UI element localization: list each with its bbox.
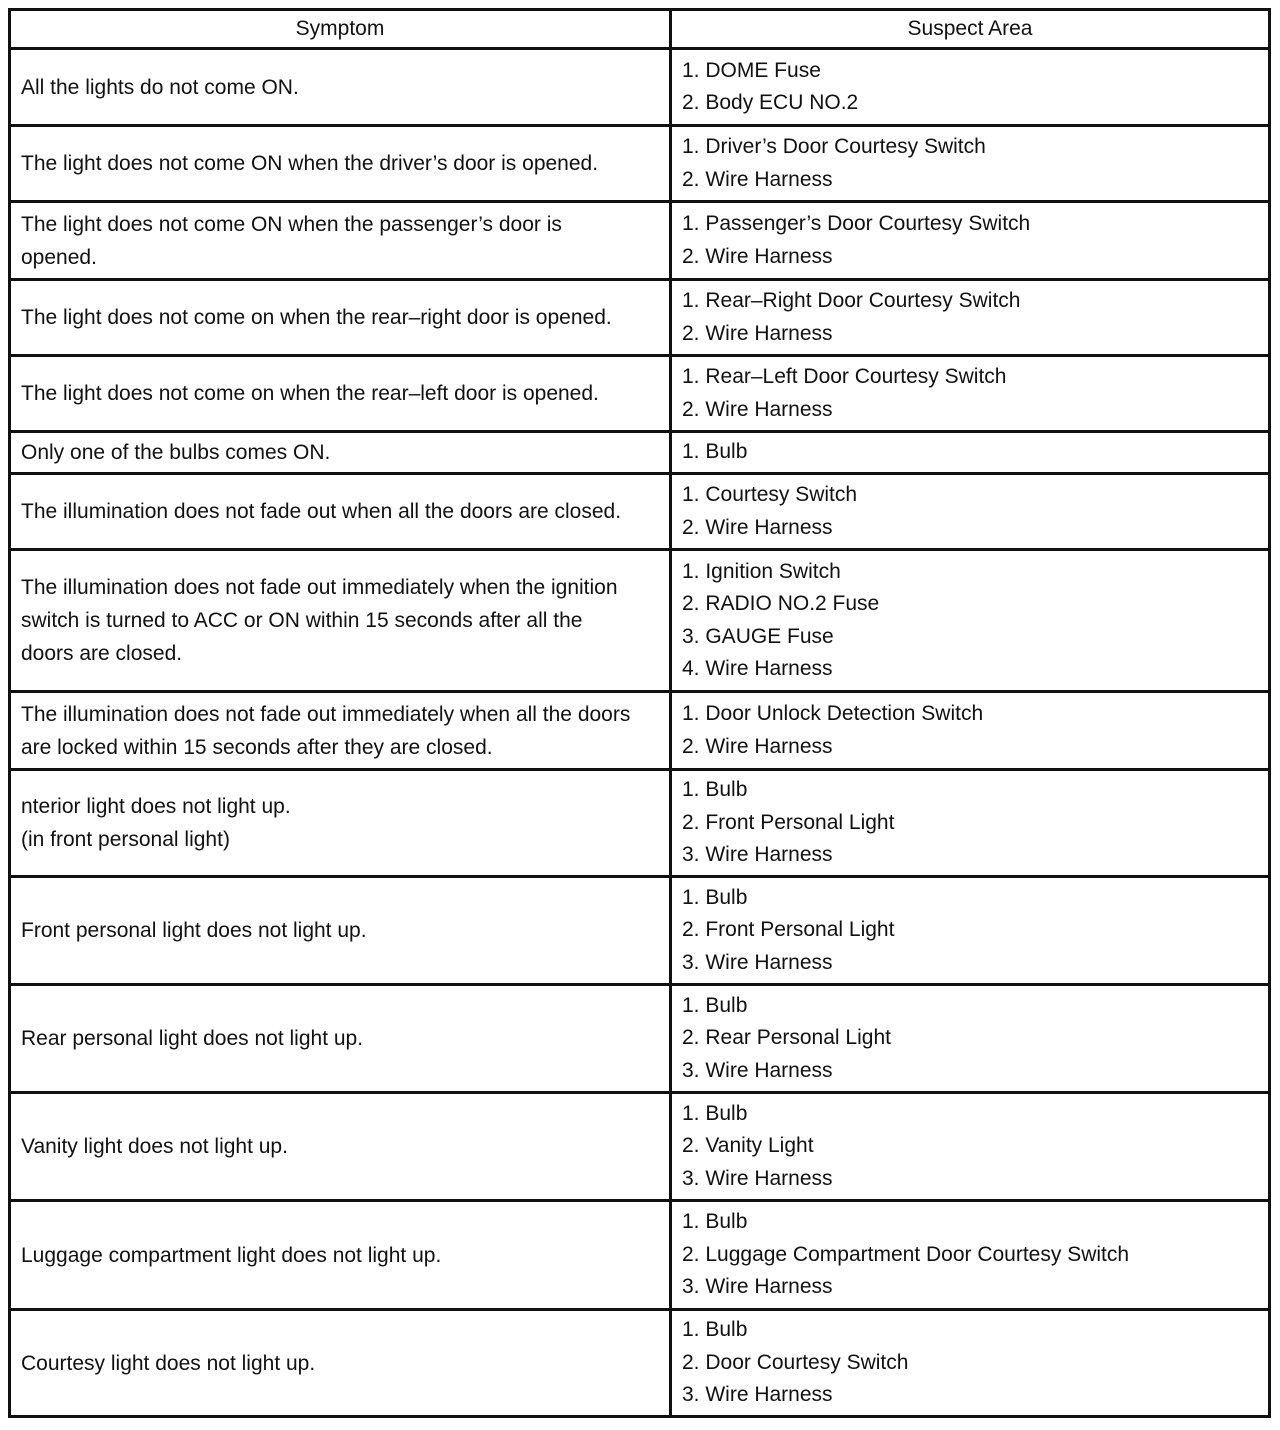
suspect-area-item: 3. Wire Harness — [682, 950, 833, 974]
suspect-area-item: 2. Wire Harness — [682, 167, 833, 191]
suspect-area-item: 1. Door Unlock Detection Switch — [682, 702, 984, 725]
suspect-area-item: 2. Body ECU NO.2 — [682, 91, 859, 114]
troubleshooting-table — [8, 8, 1271, 1418]
suspect-area-item: 1. Bulb — [682, 1210, 748, 1234]
header-suspect-area: Suspect Area — [671, 10, 1270, 49]
symptom-cell — [10, 126, 671, 202]
symptom-cell — [10, 356, 671, 432]
table-row — [10, 550, 1270, 692]
table-row — [10, 1310, 1270, 1417]
table-row — [10, 280, 1270, 356]
document-page — [8, 8, 1268, 1418]
suspect-area-cell — [671, 1093, 1270, 1201]
suspect-area-item: 1. Ignition Switch — [682, 559, 841, 583]
symptom-cell — [10, 550, 671, 692]
table-row — [10, 985, 1270, 1093]
header-row — [10, 10, 1270, 49]
table-row — [10, 877, 1270, 985]
symptom-text: nterior light does not light up. — [21, 795, 291, 818]
suspect-area-cell — [671, 550, 1270, 692]
suspect-area-item: 1. Passenger’s Door Courtesy Switch — [682, 212, 1031, 235]
suspect-area-cell — [671, 126, 1270, 202]
symptom-text: Front personal light does not light up. — [21, 919, 367, 942]
suspect-area-item: 4. Wire Harness — [682, 657, 833, 680]
symptom-text: (in front personal light) — [21, 828, 230, 851]
symptom-cell — [10, 1201, 671, 1310]
suspect-area-cell — [671, 1201, 1270, 1310]
suspect-area-item: 2. Wire Harness — [682, 244, 833, 268]
suspect-area-cell — [671, 432, 1270, 474]
suspect-area-item: 2. Wire Harness — [682, 734, 833, 758]
symptom-text: Only one of the bulbs comes ON. — [21, 441, 331, 464]
suspect-area-cell — [671, 692, 1270, 770]
symptom-cell — [10, 877, 671, 985]
table-row — [10, 356, 1270, 432]
suspect-area-cell — [671, 1310, 1270, 1417]
symptom-text: The illumination does not fade out immediately when all the doors — [21, 702, 631, 726]
table-row — [10, 49, 1270, 126]
table-body — [10, 49, 1270, 1417]
table-row — [10, 692, 1270, 770]
table-row — [10, 202, 1270, 280]
symptom-text: Luggage compartment light does not light up. — [21, 1243, 442, 1267]
suspect-area-item: 1. Courtesy Switch — [682, 483, 858, 506]
symptom-text: are locked within 15 seconds after they are closed. — [21, 735, 493, 759]
suspect-area-cell — [671, 985, 1270, 1093]
table-row — [10, 1201, 1270, 1310]
suspect-area-cell — [671, 877, 1270, 985]
suspect-area-item: 2. Door Courtesy Switch — [682, 1350, 909, 1374]
symptom-cell — [10, 202, 671, 280]
symptom-cell — [10, 985, 671, 1093]
suspect-area-item: 1. Bulb — [682, 993, 748, 1017]
symptom-cell — [10, 692, 671, 770]
suspect-area-item: 2. Vanity Light — [682, 1134, 814, 1158]
symptom-cell — [10, 770, 671, 877]
suspect-area-item: 1. Rear–Right Door Courtesy Switch — [682, 289, 1021, 312]
suspect-area-item: 1. Bulb — [682, 1318, 748, 1342]
suspect-area-item: 3. Wire Harness — [682, 1058, 833, 1082]
suspect-area-item: 2. Wire Harness — [682, 397, 833, 421]
symptom-cell — [10, 280, 671, 356]
suspect-area-item: 2. Front Personal Light — [682, 810, 895, 834]
suspect-area-item: 3. Wire Harness — [682, 1275, 833, 1299]
suspect-area-item: 2. Wire Harness — [682, 321, 833, 345]
table-row — [10, 432, 1270, 474]
symptom-text: Rear personal light does not light up. — [21, 1027, 364, 1050]
suspect-area-cell — [671, 356, 1270, 432]
suspect-area-item: 1. Bulb — [682, 885, 748, 909]
symptom-cell — [10, 474, 671, 550]
suspect-area-cell — [671, 280, 1270, 356]
suspect-area-cell — [671, 49, 1270, 126]
suspect-area-item: 1. Bulb — [682, 1101, 748, 1125]
symptom-text: switch is turned to ACC or ON within 15 seconds after all the — [21, 609, 583, 632]
suspect-area-item: 3. Wire Harness — [682, 1383, 833, 1407]
suspect-area-cell — [671, 770, 1270, 877]
suspect-area-item: 1. Bulb — [682, 778, 748, 802]
suspect-area-item: 3. Wire Harness — [682, 843, 833, 867]
suspect-area-item: 2. Wire Harness — [682, 515, 833, 539]
symptom-cell — [10, 1310, 671, 1417]
symptom-cell — [10, 432, 671, 474]
suspect-area-cell — [671, 202, 1270, 280]
suspect-area-cell — [671, 474, 1270, 550]
suspect-area-item: 3. Wire Harness — [682, 1166, 833, 1190]
symptom-text: The illumination does not fade out immediately when the ignition — [21, 576, 618, 599]
symptom-text: The light does not come ON when the passenger’s door is — [21, 212, 562, 236]
suspect-area-item: 2. Luggage Compartment Door Courtesy Switch — [682, 1242, 1130, 1266]
suspect-area-item: 2. Rear Personal Light — [682, 1026, 891, 1050]
symptom-text: The light does not come on when the rear–right door is opened. — [21, 306, 612, 329]
suspect-area-item: 3. GAUGE Fuse — [682, 624, 834, 648]
suspect-area-item: 1. Bulb — [682, 440, 748, 464]
table-row — [10, 1093, 1270, 1201]
symptom-text: The illumination does not fade out when all the doors are closed. — [21, 500, 622, 523]
header-symptom: Symptom — [10, 10, 671, 49]
suspect-area-item: 1. DOME Fuse — [682, 58, 821, 82]
table-row — [10, 770, 1270, 877]
table-row — [10, 126, 1270, 202]
suspect-area-item: 1. Rear–Left Door Courtesy Switch — [682, 365, 1007, 388]
symptom-text: The light does not come ON when the driver’s door is opened. — [21, 152, 599, 175]
symptom-text: The light does not come on when the rear–left door is opened. — [21, 382, 599, 405]
suspect-area-item: 2. RADIO NO.2 Fuse — [682, 592, 880, 615]
suspect-area-item: 1. Driver’s Door Courtesy Switch — [682, 135, 986, 158]
symptom-text: doors are closed. — [21, 642, 183, 665]
table-row — [10, 474, 1270, 550]
symptom-cell — [10, 1093, 671, 1201]
symptom-text: Vanity light does not light up. — [21, 1135, 288, 1158]
symptom-text: All the lights do not come ON. — [21, 75, 299, 99]
symptom-text: opened. — [21, 245, 97, 269]
suspect-area-item: 2. Front Personal Light — [682, 918, 895, 942]
symptom-cell — [10, 49, 671, 126]
symptom-text: Courtesy light does not light up. — [21, 1351, 316, 1375]
